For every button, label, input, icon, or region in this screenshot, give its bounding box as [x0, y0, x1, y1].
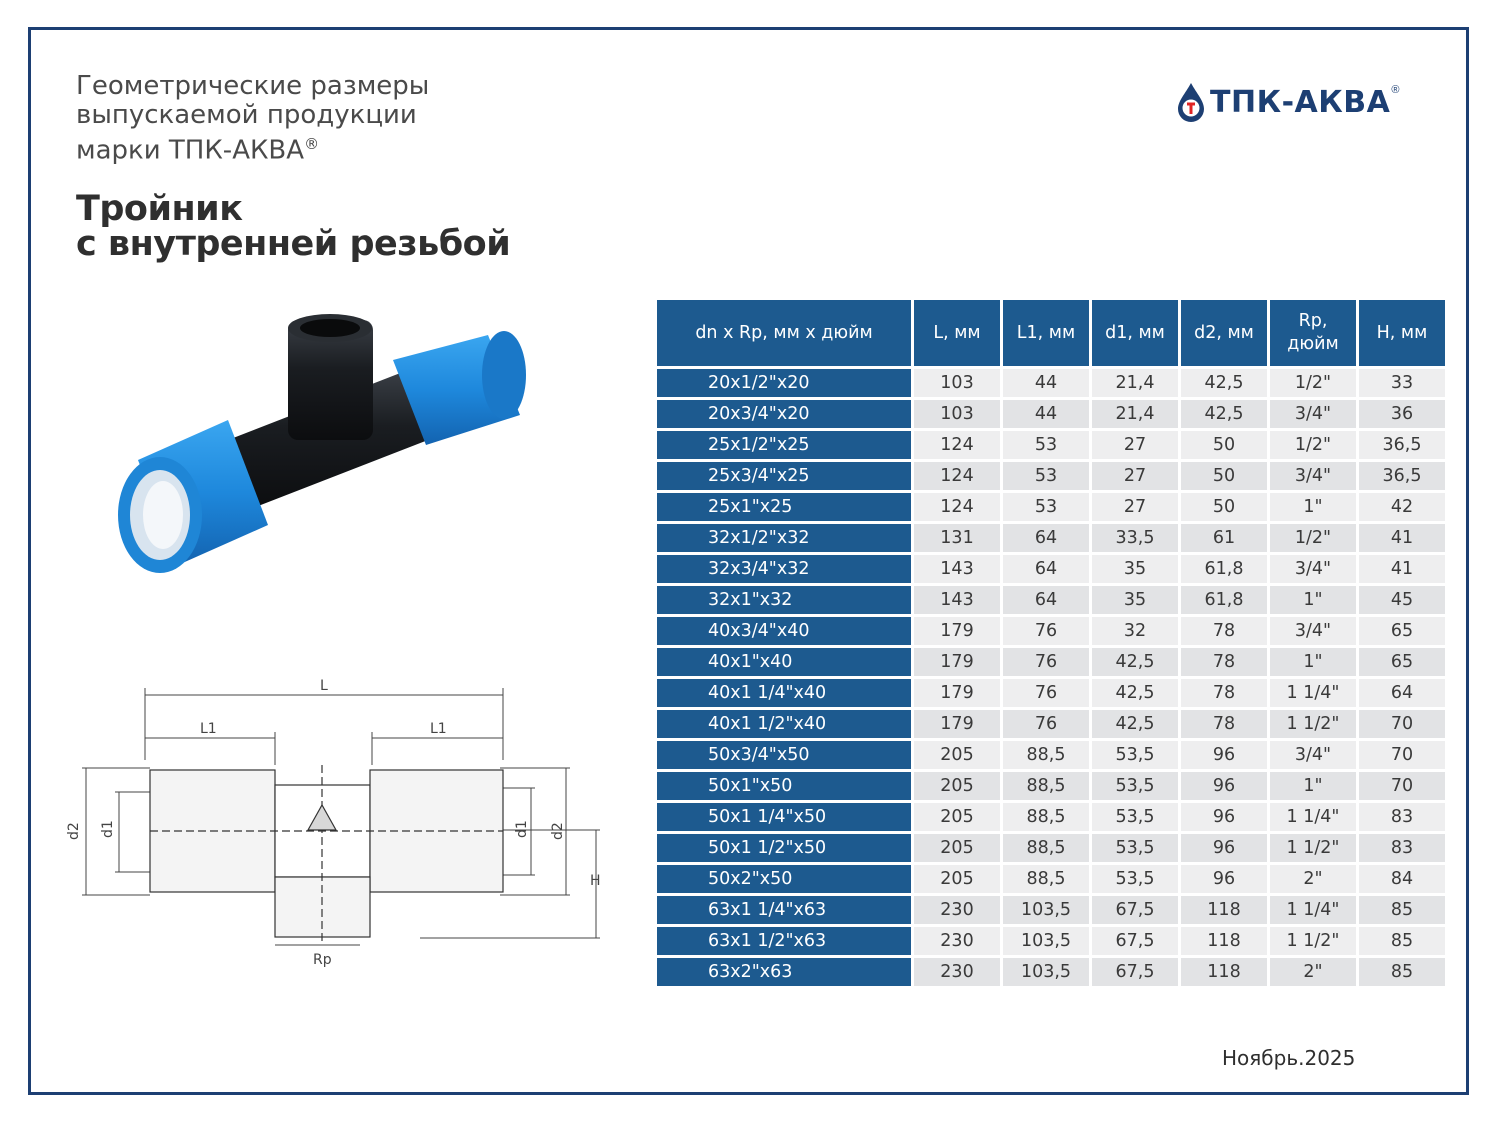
table-cell: 65 — [1359, 648, 1445, 676]
row-size-cell: 32x3/4"x32 — [657, 555, 911, 583]
logo-text: ТПК-АКВА — [1210, 84, 1391, 120]
table-cell: 1 1/4" — [1270, 679, 1356, 707]
table-cell: 83 — [1359, 803, 1445, 831]
table-cell: 41 — [1359, 555, 1445, 583]
table-cell: 53,5 — [1092, 772, 1178, 800]
table-cell: 3/4" — [1270, 400, 1356, 428]
table-cell: 41 — [1359, 524, 1445, 552]
table-cell: 88,5 — [1003, 865, 1089, 893]
table-row — [657, 865, 1445, 893]
row-size-cell: 32x1"x32 — [657, 586, 911, 614]
table-cell: 143 — [914, 586, 1000, 614]
table-row — [657, 617, 1445, 645]
table-cell: 50 — [1181, 462, 1267, 490]
table-cell: 131 — [914, 524, 1000, 552]
table-cell: 64 — [1003, 586, 1089, 614]
column-header: L1, мм — [1003, 300, 1089, 366]
table-row — [657, 958, 1445, 986]
subtitle-line — [76, 130, 636, 166]
table-cell: 1/2" — [1270, 431, 1356, 459]
row-size-cell: 25x3/4"x25 — [657, 462, 911, 490]
row-size-cell: 63x2"x63 — [657, 958, 911, 986]
table-cell: 1" — [1270, 648, 1356, 676]
table-cell: 124 — [914, 462, 1000, 490]
row-size-cell: 25x1/2"x25 — [657, 431, 911, 459]
table-row — [657, 772, 1445, 800]
row-size-cell: 50x1 1/4"x50 — [657, 803, 911, 831]
table-cell: 53,5 — [1092, 803, 1178, 831]
table-header-row — [657, 300, 1445, 366]
table-row — [657, 493, 1445, 521]
product-photo — [108, 310, 533, 610]
table-cell: 70 — [1359, 772, 1445, 800]
column-header — [1270, 300, 1356, 366]
dimension-label-d2: d2 — [550, 822, 566, 840]
table-cell: 76 — [1003, 617, 1089, 645]
table-cell: 70 — [1359, 710, 1445, 738]
subtitle-brand: марки ТПК-АКВА — [76, 135, 305, 166]
dimension-label-Rp: Rp — [313, 952, 332, 968]
table-cell: 45 — [1359, 586, 1445, 614]
table-cell: 85 — [1359, 927, 1445, 955]
dimension-label-d1: d1 — [514, 820, 530, 838]
table-cell: 67,5 — [1092, 927, 1178, 955]
table-cell: 42 — [1359, 493, 1445, 521]
table-cell: 42,5 — [1092, 679, 1178, 707]
table-cell: 118 — [1181, 896, 1267, 924]
section-view — [150, 765, 503, 945]
column-header: d1, мм — [1092, 300, 1178, 366]
registered-mark: ® — [304, 135, 320, 153]
header-line: Rp, — [1298, 311, 1328, 331]
table-cell: 179 — [914, 648, 1000, 676]
dimension-label-d2: d2 — [66, 822, 82, 840]
table-cell: 53,5 — [1092, 865, 1178, 893]
table-cell: 61,8 — [1181, 555, 1267, 583]
table-cell: 44 — [1003, 369, 1089, 397]
table-cell: 3/4" — [1270, 617, 1356, 645]
table-cell: 61,8 — [1181, 586, 1267, 614]
table-cell: 88,5 — [1003, 803, 1089, 831]
table-cell: 205 — [914, 803, 1000, 831]
table-cell: 67,5 — [1092, 896, 1178, 924]
table-cell: 1" — [1270, 586, 1356, 614]
table-cell: 124 — [914, 431, 1000, 459]
page-title — [76, 189, 511, 264]
table-cell: 33 — [1359, 369, 1445, 397]
table-cell: 88,5 — [1003, 834, 1089, 862]
subtitle-line: Геометрические размеры — [76, 71, 430, 101]
table-cell: 143 — [914, 555, 1000, 583]
table-cell: 1" — [1270, 772, 1356, 800]
subtitle-line: выпускаемой продукции — [76, 100, 417, 130]
table-cell: 85 — [1359, 958, 1445, 986]
table-cell: 67,5 — [1092, 958, 1178, 986]
brand-logo — [1176, 80, 1399, 124]
table-row — [657, 400, 1445, 428]
table-cell: 42,5 — [1181, 400, 1267, 428]
table-cell: 78 — [1181, 679, 1267, 707]
registered-mark: ® — [1391, 84, 1400, 96]
table-cell: 70 — [1359, 741, 1445, 769]
table-cell: 78 — [1181, 617, 1267, 645]
table-cell: 3/4" — [1270, 462, 1356, 490]
dimension-label-d1: d1 — [100, 820, 116, 838]
table-cell: 64 — [1003, 524, 1089, 552]
table-cell: 1/2" — [1270, 369, 1356, 397]
table-row — [657, 741, 1445, 769]
table-cell: 118 — [1181, 958, 1267, 986]
column-header: d2, мм — [1181, 300, 1267, 366]
table-cell: 96 — [1181, 834, 1267, 862]
table-cell: 53 — [1003, 431, 1089, 459]
table-cell: 53 — [1003, 462, 1089, 490]
table-cell: 76 — [1003, 679, 1089, 707]
row-size-cell: 63x1 1/2"x63 — [657, 927, 911, 955]
table-cell: 96 — [1181, 865, 1267, 893]
table-cell: 1 1/2" — [1270, 927, 1356, 955]
row-size-cell: 50x1"x50 — [657, 772, 911, 800]
table-cell: 65 — [1359, 617, 1445, 645]
row-size-cell: 40x1 1/4"x40 — [657, 679, 911, 707]
column-header: H, мм — [1359, 300, 1445, 366]
table-cell: 2" — [1270, 865, 1356, 893]
table-cell: 103,5 — [1003, 958, 1089, 986]
water-drop-icon — [1176, 82, 1206, 122]
table-cell: 3/4" — [1270, 741, 1356, 769]
table-cell: 1 1/4" — [1270, 896, 1356, 924]
table-cell: 3/4" — [1270, 555, 1356, 583]
table-cell: 1 1/4" — [1270, 803, 1356, 831]
table-cell: 96 — [1181, 741, 1267, 769]
table-cell: 84 — [1359, 865, 1445, 893]
table-cell: 53,5 — [1092, 741, 1178, 769]
table-cell: 27 — [1092, 493, 1178, 521]
table-cell: 179 — [914, 710, 1000, 738]
table-cell: 96 — [1181, 803, 1267, 831]
table-cell: 35 — [1092, 555, 1178, 583]
table-cell: 21,4 — [1092, 369, 1178, 397]
table-row — [657, 803, 1445, 831]
dimension-label-L1: L1 — [430, 721, 447, 737]
table-row — [657, 710, 1445, 738]
dimension-label-L: L — [320, 678, 328, 694]
table-cell: 103,5 — [1003, 927, 1089, 955]
table-cell: 42,5 — [1092, 648, 1178, 676]
table-cell: 96 — [1181, 772, 1267, 800]
table-cell: 44 — [1003, 400, 1089, 428]
table-cell: 42,5 — [1181, 369, 1267, 397]
table-cell: 27 — [1092, 431, 1178, 459]
table-cell: 118 — [1181, 927, 1267, 955]
table-cell: 179 — [914, 679, 1000, 707]
table-cell: 76 — [1003, 710, 1089, 738]
table-cell: 36,5 — [1359, 431, 1445, 459]
table-cell: 50 — [1181, 431, 1267, 459]
table-row — [657, 586, 1445, 614]
row-size-cell: 40x1 1/2"x40 — [657, 710, 911, 738]
row-size-cell: 50x3/4"x50 — [657, 741, 911, 769]
table-cell: 53,5 — [1092, 834, 1178, 862]
table-cell: 76 — [1003, 648, 1089, 676]
dimensions-table — [654, 297, 1448, 989]
table-cell: 230 — [914, 896, 1000, 924]
row-size-cell: 50x2"x50 — [657, 865, 911, 893]
column-header: dn x Rp, мм x дюйм — [657, 300, 911, 366]
table-cell: 230 — [914, 927, 1000, 955]
row-size-cell: 32x1/2"x32 — [657, 524, 911, 552]
table-cell: 85 — [1359, 896, 1445, 924]
row-size-cell: 40x1"x40 — [657, 648, 911, 676]
table-row — [657, 834, 1445, 862]
table-cell: 205 — [914, 772, 1000, 800]
table-cell: 53 — [1003, 493, 1089, 521]
table-row — [657, 431, 1445, 459]
table-cell: 103,5 — [1003, 896, 1089, 924]
table-cell: 1/2" — [1270, 524, 1356, 552]
table-cell: 88,5 — [1003, 772, 1089, 800]
table-cell: 205 — [914, 741, 1000, 769]
technical-drawing — [66, 670, 615, 970]
title-line: Тройник — [76, 189, 243, 229]
table-cell: 83 — [1359, 834, 1445, 862]
table-row — [657, 896, 1445, 924]
tee-body — [228, 314, 428, 510]
document-date: Ноябрь.2025 — [1222, 1046, 1356, 1070]
table-cell: 36 — [1359, 400, 1445, 428]
column-header: L, мм — [914, 300, 1000, 366]
table-row — [657, 462, 1445, 490]
table-cell: 124 — [914, 493, 1000, 521]
table-cell: 64 — [1003, 555, 1089, 583]
table-cell: 103 — [914, 369, 1000, 397]
row-size-cell: 25x1"x25 — [657, 493, 911, 521]
table-cell: 205 — [914, 834, 1000, 862]
table-cell: 42,5 — [1092, 710, 1178, 738]
table-cell: 1" — [1270, 493, 1356, 521]
dimension-label-H: H — [590, 873, 601, 889]
table-cell: 1 1/2" — [1270, 834, 1356, 862]
table-cell: 2" — [1270, 958, 1356, 986]
table-cell: 103 — [914, 400, 1000, 428]
table-row — [657, 648, 1445, 676]
table-row — [657, 927, 1445, 955]
row-size-cell: 63x1 1/4"x63 — [657, 896, 911, 924]
table-cell: 179 — [914, 617, 1000, 645]
table-cell: 88,5 — [1003, 741, 1089, 769]
table-row — [657, 555, 1445, 583]
table-cell: 36,5 — [1359, 462, 1445, 490]
row-size-cell: 50x1 1/2"x50 — [657, 834, 911, 862]
table-cell: 27 — [1092, 462, 1178, 490]
table-body — [657, 369, 1445, 986]
table-cell: 21,4 — [1092, 400, 1178, 428]
title-line: с внутренней резьбой — [76, 224, 511, 264]
table-row — [657, 679, 1445, 707]
header-line: дюйм — [1287, 334, 1339, 354]
table-row — [657, 524, 1445, 552]
table-cell: 33,5 — [1092, 524, 1178, 552]
table-cell: 78 — [1181, 710, 1267, 738]
table-cell: 78 — [1181, 648, 1267, 676]
table-cell: 64 — [1359, 679, 1445, 707]
table-row — [657, 369, 1445, 397]
table-cell: 35 — [1092, 586, 1178, 614]
table-cell: 205 — [914, 865, 1000, 893]
table-cell: 50 — [1181, 493, 1267, 521]
row-size-cell: 40x3/4"x40 — [657, 617, 911, 645]
table-cell: 230 — [914, 958, 1000, 986]
table-cell: 1 1/2" — [1270, 710, 1356, 738]
table-cell: 32 — [1092, 617, 1178, 645]
row-size-cell: 20x1/2"x20 — [657, 369, 911, 397]
page-subtitle — [76, 72, 636, 166]
row-size-cell: 20x3/4"x20 — [657, 400, 911, 428]
dimension-label-L1: L1 — [200, 721, 217, 737]
table-cell: 61 — [1181, 524, 1267, 552]
